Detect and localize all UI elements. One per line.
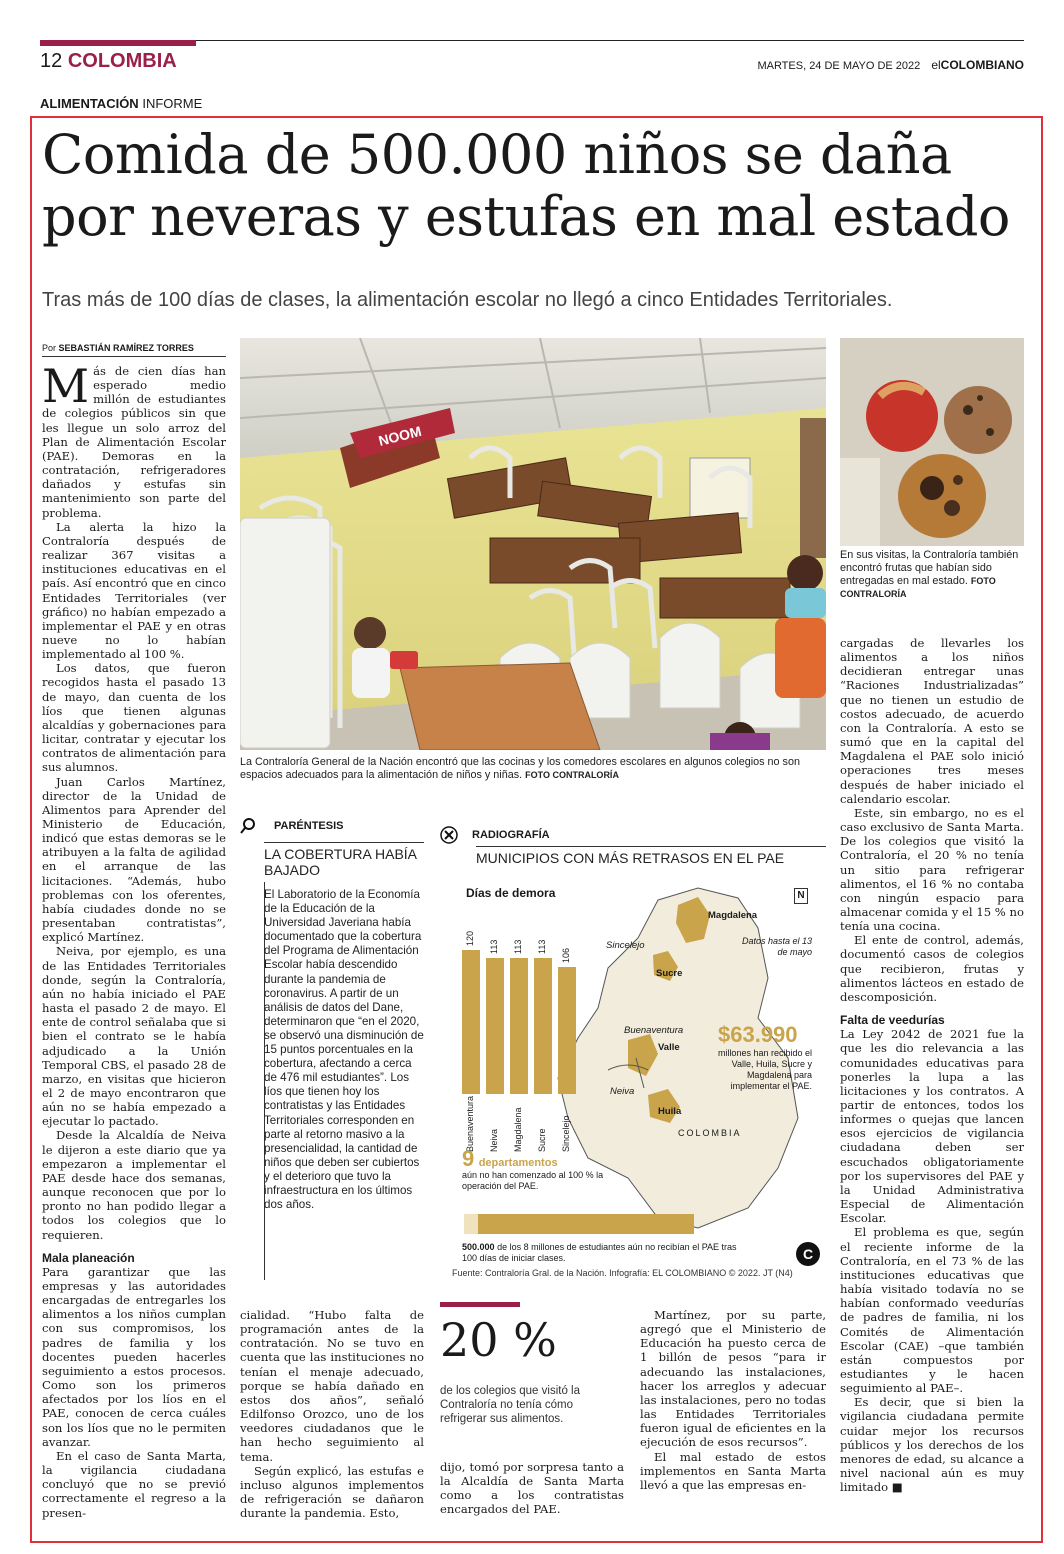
page-header-right — [757, 58, 1024, 72]
headline — [42, 124, 1032, 248]
byline: Por SEBASTIÁN RAMÍREZ TORRES — [42, 343, 194, 353]
side-photo-fruits — [840, 338, 1024, 546]
map-label-valle: Valle — [658, 1042, 680, 1053]
parentesis-box — [240, 818, 424, 1280]
pin-icon — [240, 818, 256, 834]
parentesis-label: PARÉNTESIS — [240, 818, 424, 834]
radiografia-title: MUNICIPIOS CON MÁS RETRASOS EN EL PAE — [476, 850, 785, 866]
students-without-pae-bar — [464, 1214, 478, 1234]
map-label-huila: Huila — [658, 1106, 682, 1117]
headline-line-2: por neveras y estufas en mal estado — [42, 185, 1010, 248]
section-name: COLOMBIA — [67, 50, 177, 72]
main-photo-caption: La Contraloría General de la Nación encontró que las cocinas y los comedores escolares en algunos colegios no son espacios adecuados para la alimentación de niños y niñas. FOTO CONTRALORÍA — [240, 756, 800, 781]
map-label-buenaventura: Buenaventura — [624, 1025, 684, 1036]
brand-logo: elCOLOMBIANO — [931, 58, 1024, 72]
money-value: $63.990 — [718, 1022, 798, 1047]
bar-category-label: Sincelejo — [561, 1115, 571, 1152]
parentesis-body: El Laboratorio de la Economía de la Educación de la Universidad Javeriana había documentado que la cobertura del Programa de Alimentación Escolar había descendido durante la pandemia de coronavirus. A partir de un análisis de datos del Dane, determinaron que “en el 2020, se observó una disminución de 15 puntos porcentuales en la cobertura, afectando a cerca de 476 mil estudiantes”. Los líos que tienen hoy los contratistas y las Entidades Territoriales corresponden en parte al retorno masivo a la presencialidad, la cantidad de niños que deben ser cubiertos y el deterioro que tuvo la infraestructura en los últimos dos años. — [264, 888, 424, 1212]
bar-category-label: Sucre — [537, 1128, 547, 1152]
bar-category-label: Neiva — [489, 1128, 499, 1152]
kicker: ALIMENTACIÓN INFORME — [40, 96, 203, 111]
page-number: 12 — [40, 50, 63, 72]
map-label-sucre: Sucre — [656, 968, 683, 979]
article-column-3-lower: dijo, tomó por sorpresa tanto a la Alcaldía de Santa Marta como a los contratistas encargados del PAE. — [440, 1460, 624, 1517]
bar-value-label: 113 — [513, 940, 523, 955]
students-text: 500.000 de los 8 millones de estudiantes aún no recibían el PAE tras 100 días de iniciar clases. — [462, 1242, 737, 1263]
section-accent-bar — [40, 40, 196, 46]
money-text: millones han recibido el Valle, Huila, Sucre y Magdalena para implementar el PAE. — [717, 1048, 812, 1091]
bar-category-label: Buenaventura — [465, 1095, 475, 1152]
article-column-2-lower: cialidad. “Hubo falta de programación antes de la contratación. No se tuvo en cuenta que las instituciones no tenían el menaje adecuado, porque se había dañado en estos dos años”, señaló Edilfonso Orozco, uno de los veedores ciudadanos que le han hecho seguimiento al tema. Según explicó, las estufas e incluso algunos implementos de refrigeración se dañaron durante la pandemia. Esto, — [240, 1308, 424, 1521]
bar-category-label: Magdalena — [513, 1107, 523, 1152]
pullquote-accent — [440, 1302, 520, 1307]
subheadline: Tras más de 100 días de clases, la alimentación escolar no llegó a cinco Entidades Territoriales. — [42, 289, 893, 311]
cutlery-icon — [440, 826, 458, 844]
radiografia-label: RADIOGRAFÍA — [440, 826, 826, 844]
radiografia-infographic — [440, 826, 826, 1286]
byline-rule — [42, 356, 226, 357]
bar-sucre — [534, 958, 552, 1094]
end-mark: ■ — [891, 1480, 903, 1495]
article-column-1: Más de cien días han esperado medio millón de estudiantes de colegios públicos sin que les llegue un solo arroz del Plan de Alimentación Escolar (PAE). Demoras en la contratación, refrigeradores dañados y estufas sin mantenimiento son parte del problema. La alerta la hizo la Contraloría después de realizar 367 visitas a instituciones educativas en el país. Así encontró que en cinco Entidades Territoriales (ver gráfico) no habían empezado a implementar el PAE y en otras nueve no lo habían implementado al 100 %. Los datos, que fueron recogidos hasta el pasado 13 de mayo, dan cuenta de los líos que tienen algunas alcaldías y gobernaciones para licitar, contratar y ejecutar los contratos de alimentación para sus alumnos. Juan Carlos Martínez, director de la Unidad de Alimentos para Aprender del Ministerio de Educación, indicó que estas demoras se le atribuyen a la falta de agilidad en el arranque de las licitaciones. “Además, hubo problemas con los oferentes, había ciudades donde no se presentaban contratistas”, explicó Martínez. Neiva, por ejemplo, es una de las Entidades Territoriales donde, según la Contraloría, aún no había iniciado el PAE hasta el pasado 2 de mayo. El ente de control señalaba que si bien el contrato se le había adjudicado a la Unión Temporal CBS, el pasado 28 de marzo, en visitas que hicieron el 2 de mayo encontraron que aún no se había empezado a ejecutar lo pactado. Desde la Alcaldía de Neiva le dijeron a este diario que ya empezaron a implementar el PAE desde hace dos semanas, aunque reconocen que por lo pronto no han podido llegar a todos los colegios que lo requieren. Mala planeación Para garantizar que las empresas y las autoridades encargadas de entregarles los alimentos a los niños cumplan con sus compromisos, los padres de familia y los docentes pueden hacerles seguimiento a estos procesos. Como son los primeros afectados por los líos en el PAE, conocen de cerca cuáles son los líos que no le permiten avanzar. En el caso de Santa Marta, la vigilancia ciudadana concluyó que no se previó correctamente el regreso a la presen- — [42, 364, 226, 1520]
bar-value-label: 106 — [561, 947, 571, 963]
map-label-neiva: Neiva — [610, 1086, 635, 1097]
departments-text: aún no han comenzado al 100 % la operación del PAE. — [462, 1170, 604, 1191]
article-column-5: cargadas de llevarles los alimentos a los niños decidieran entregar unas “Raciones Industrializadas” que no tienen un estudio de costos adecuado, de acuerdo con la Contraloría. A esto se sumó que en la capital del Magdalena el PAE solo inició operaciones tres meses después de haber iniciado el calendario escolar. Este, sin embargo, no es el caso exclusivo de Santa Marta. De los colegios que visitó la Contraloría, el 20 % no tenía un sitio para refrigerar alimentos, el 16 % no contaba con ningún espacio para almacenar comida y el 15 % no tenía una cocina. El ente de control, además, documentó casos de colegios que recibieron, frutas y alimentos lácteos en estado de descomposición. Falta de veedurías La Ley 2042 de 2021 fue la que les dio relevancia a las comunidades educativas para ponerles la lupa a las licitaciones y los contratos. A partir de entonces, todos los informes o quejas que lancen esos ejercicios de vigilancia ciudadana deben ser escuchados obligatoriamente por los supervisores del PAE y la Unidad Administrativa Especial de Alimentación Escolar. El problema es que, según el reciente informe de la Contraloría, en el 73 % de las instituciones educativas que había visitado todavía no se habían conformado veedurías de padres de familia, ni los Comités de Alimentación Escolar (CAE) –que también están compuestos por estudiantes y le hacen seguimiento al PAE–. Es decir, que si bien la vigilancia ciudadana permite cuidar mejor los recursos públicos y los derechos de los menores de edad, su alcance a nivel nacional aún es muy limitado ■ — [840, 636, 1024, 1495]
main-photo-cafeteria — [240, 338, 826, 750]
map-label-sincelejo: Sincelejo — [606, 940, 645, 951]
issue-date: MARTES, 24 DE MAYO DE 2022 — [757, 60, 921, 72]
pullquote-text: de los colegios que visitó la Contraloría no tenía cómo refrigerar sus alimentos. — [440, 1385, 580, 1425]
map-country-label: COLOMBIA — [678, 1128, 742, 1138]
article-column-4-lower: Martínez, por su parte, agregó que el Ministerio de Educación ha puesto cerca de 1 billón de pesos “para ir adecuando las instalaciones, hacer los arreglos y adecuar las instalaciones, pero no todas las Entidades Territoriales fueron igual de eficientes en la ejecución de esos recursos”. El mal estado de estos implementos en Santa Marta llevó a que las empresas en- — [640, 1308, 826, 1492]
bar-neiva — [486, 958, 504, 1094]
headline-line-1: Comida de 500.000 niños se daña — [42, 123, 952, 186]
sign-text: NOOM — [376, 422, 423, 449]
chart-title: Días de demora — [466, 886, 556, 900]
bar-value-label: 113 — [489, 940, 499, 955]
bar-buenaventura — [462, 950, 480, 1094]
subhead-mala-planeacion: Mala planeación — [42, 1250, 135, 1265]
map-label-magdalena: Magdalena — [708, 910, 758, 921]
delay-bar-chart — [462, 914, 588, 1154]
north-icon: N — [794, 888, 808, 904]
bar-magdalena — [510, 958, 528, 1094]
bar-sincelejo — [558, 967, 576, 1094]
page-header-left — [40, 50, 177, 72]
subhead-falta-de-veedurias: Falta de veedurías — [840, 1013, 945, 1028]
infographic-panel — [448, 870, 818, 1278]
drop-cap: M — [42, 364, 90, 413]
infographic-source: Fuente: Contraloría Gral. de la Nación. Infografía: EL COLOMBIANO © 2022. JT (N4) — [452, 1268, 793, 1278]
pullquote-number: 20 % — [440, 1313, 557, 1367]
el-colombiano-logo-icon: C — [796, 1242, 820, 1266]
data-date-note: Datos hasta el 13 de mayo — [741, 936, 812, 957]
bar-value-label: 113 — [537, 940, 547, 955]
departments-count: 9 departamentos — [462, 1146, 558, 1171]
bar-value-label: 120 — [465, 930, 475, 946]
students-total-bar — [464, 1214, 694, 1234]
parentesis-title: LA COBERTURA HABÍA BAJADO — [264, 846, 417, 878]
side-photo-caption: En sus visitas, la Contraloría también encontró frutas que habían sido entregadas en mal estado. FOTO CONTRALORÍA — [840, 549, 1019, 599]
